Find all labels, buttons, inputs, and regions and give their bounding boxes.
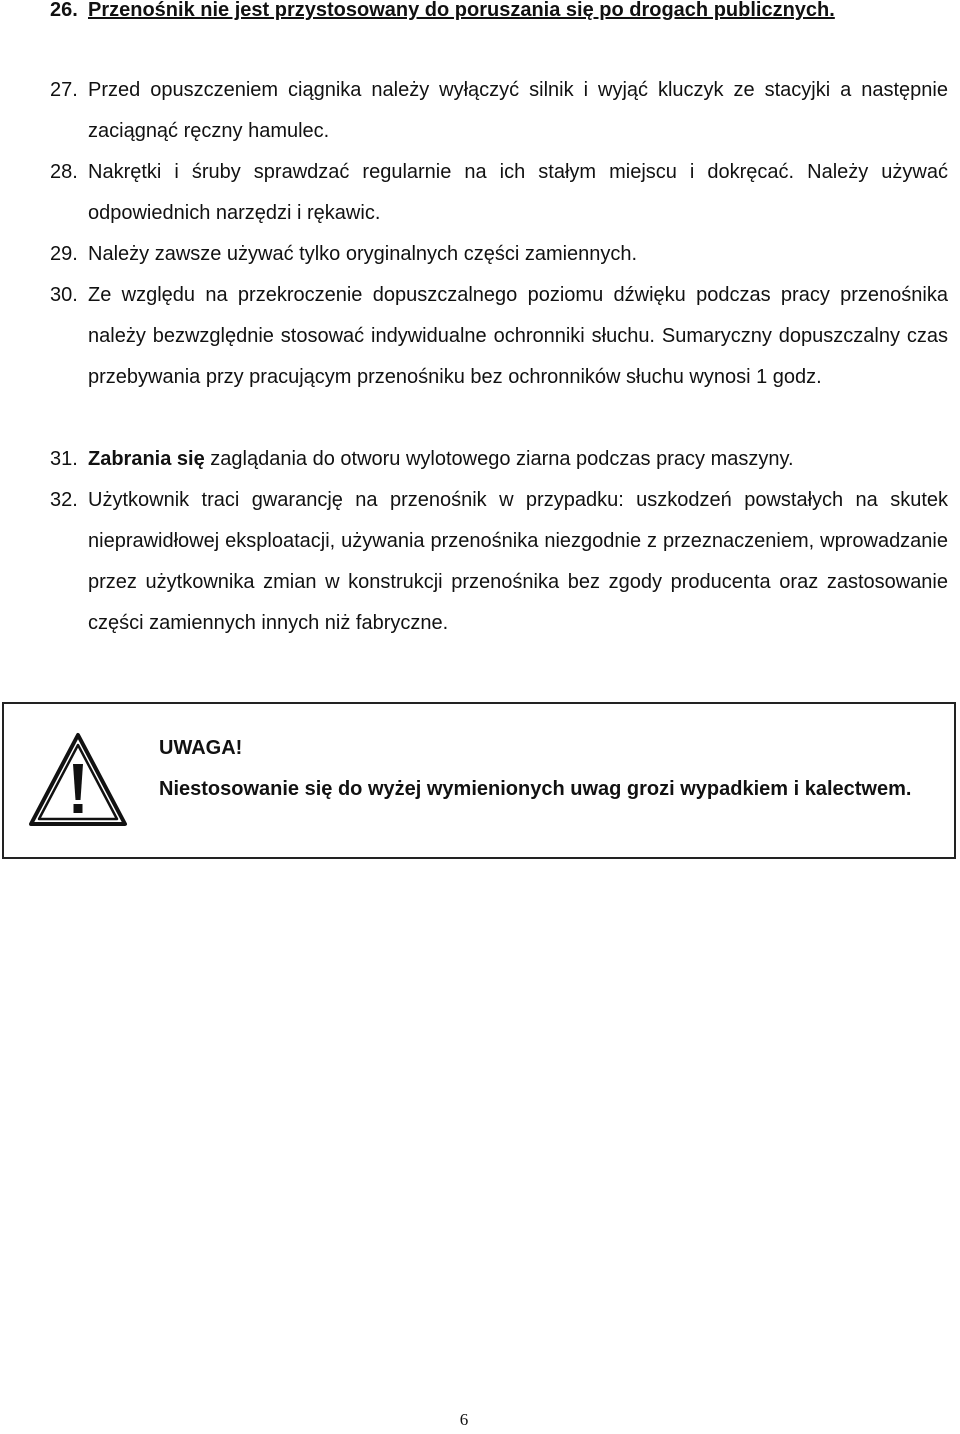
item-text: Użytkownik traci gwarancję na przenośnik w przypadku: uszkodzeń powstałych na skutek nieprawidłowej eksploatacji, używania przenośnika niezgodnie z przeznaczeniem, wprowadzanie przez użytkownika zmian w konstrukcji przenośnika bez zgody producenta oraz zastosowanie części zamiennych innych niż fabryczne. bbox=[88, 489, 948, 634]
item-number: 29. bbox=[50, 243, 78, 265]
page-number: 6 bbox=[459, 1410, 469, 1429]
list-item-29 bbox=[50, 234, 948, 275]
item-number: 30. bbox=[50, 284, 78, 306]
warning-triangle-icon bbox=[28, 732, 128, 828]
item-text: Przed opuszczeniem ciągnika należy wyłączyć silnik i wyjąć kluczyk ze stacyjki a następnie zaciągnąć ręczny hamulec. bbox=[88, 79, 948, 142]
list-item-31 bbox=[50, 439, 948, 480]
item-bold-prefix: Zabrania się bbox=[88, 448, 205, 470]
list-item-30 bbox=[50, 275, 948, 398]
item-number: 32. bbox=[50, 489, 78, 511]
item-text: Należy zawsze używać tylko oryginalnych części zamiennych. bbox=[88, 243, 638, 265]
list-item-28 bbox=[50, 152, 948, 234]
item-text: Przenośnik nie jest przystosowany do poruszania się po drogach publicznych. bbox=[88, 0, 835, 21]
warning-text bbox=[159, 728, 952, 810]
warning-message: Niestosowanie się do wyżej wymienionych uwag grozi wypadkiem i kalectwem. bbox=[159, 778, 912, 800]
item-text: Ze względu na przekroczenie dopuszczalnego poziomu dźwięku podczas pracy przenośnika należy bezwzględnie stosować indywidualne ochronniki słuchu. Sumaryczny dopuszczalny czas przebywania przy pracującym przenośniku bez ochronników słuchu wynosi 1 godz. bbox=[88, 284, 948, 388]
item-number: 27. bbox=[50, 79, 78, 101]
item-text: zaglądania do otworu wylotowego ziarna podczas pracy maszyny. bbox=[204, 448, 794, 470]
list-item-27 bbox=[50, 70, 948, 152]
item-text-wrap bbox=[88, 439, 948, 480]
item-number: 28. bbox=[50, 161, 78, 183]
list-item-26 bbox=[50, 0, 948, 31]
list-item-32 bbox=[50, 480, 948, 644]
item-number: 26. bbox=[50, 0, 78, 21]
item-text: Nakrętki i śruby sprawdzać regularnie na ich stałym miejscu i dokręcać. Należy używać odpowiednich narzędzi i rękawic. bbox=[88, 161, 948, 224]
warning-box bbox=[2, 702, 956, 859]
item-number: 31. bbox=[50, 448, 78, 470]
warning-title: UWAGA! bbox=[159, 737, 243, 759]
